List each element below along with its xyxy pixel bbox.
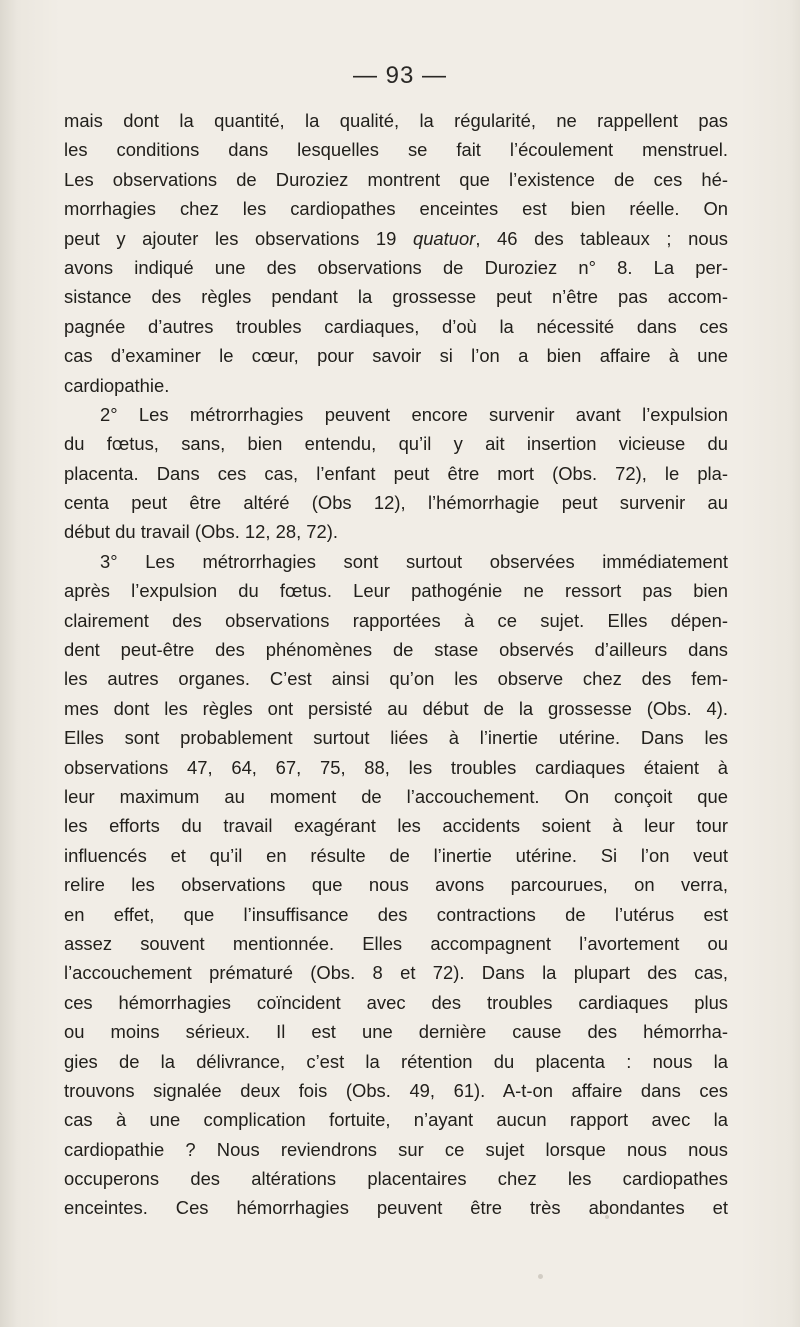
- text-line-25: les efforts du travail exagérant les accidents soient à leur tour: [64, 815, 728, 837]
- text-line-3: Les observations de Duroziez montrent que l’existence de ces hé-: [64, 168, 728, 190]
- text-line-20: les autres organes. C’est ainsi qu’on les observe chez des fem-: [64, 668, 728, 690]
- text-line-21: mes dont les règles ont persisté au début de la grossesse (Obs. 4).: [64, 697, 728, 719]
- text-line-19: dent peut-être des phénomènes de stase observés d’ailleurs dans: [64, 639, 728, 661]
- text-line-26: influencés et qu’il en résulte de l’inertie utérine. Si l’on veut: [64, 844, 728, 866]
- text-line-17: après l’expulsion du fœtus. Leur pathogénie ne ressort pas bien: [64, 580, 728, 602]
- paper-speck: [605, 1215, 609, 1219]
- text-line-24: leur maximum au moment de l’accouchement. On conçoit que: [64, 785, 728, 807]
- text-line-10: cardiopathie.: [64, 374, 170, 396]
- text-line-22: Elles sont probablement surtout liées à l’inertie utérine. Dans les: [64, 727, 728, 749]
- text-line-36: cardiopathie ? Nous reviendrons sur ce sujet lorsque nous nous: [64, 1138, 728, 1160]
- text-line-12: du fœtus, sans, bien entendu, qu’il y ait insertion vicieuse du: [64, 433, 728, 455]
- body-text: [64, 106, 728, 1223]
- text-line-16: 3° Les métrorrhagies sont surtout observées immédiatement: [100, 550, 728, 572]
- text-line-13: placenta. Dans ces cas, l’enfant peut être mort (Obs. 72), le pla-: [64, 462, 728, 484]
- italic-term: quatuor: [412, 227, 476, 249]
- paper-speck: [538, 1274, 543, 1279]
- text-line-9: cas d’examiner le cœur, pour savoir si l’on a bien affaire à une: [64, 345, 728, 367]
- text-line-35: cas à une complication fortuite, n’ayant aucun rapport avec la: [64, 1109, 728, 1131]
- text-line-4: morrhagies chez les cardiopathes enceintes est bien réelle. On: [64, 198, 728, 220]
- text-line-7: sistance des règles pendant la grossesse peut n’être pas accom-: [64, 286, 728, 308]
- text-line-8: pagnée d’autres troubles cardiaques, d’où la nécessité dans ces: [64, 315, 728, 337]
- text-line-31: ces hémorrhagies coïncident avec des troubles cardiaques plus: [64, 991, 728, 1013]
- text-line-34: trouvons signalée deux fois (Obs. 49, 61). A-t-on affaire dans ces: [64, 1079, 728, 1101]
- text-line-27: relire les observations que nous avons parcourues, on verra,: [64, 874, 728, 896]
- text-line-32: ou moins sérieux. Il est une dernière cause des hémorrha-: [64, 1021, 728, 1043]
- text-line-30: l’accouchement prématuré (Obs. 8 et 72). Dans la plupart des cas,: [64, 962, 728, 984]
- text-line-28: en effet, que l’insuffisance des contractions de l’utérus est: [64, 903, 728, 925]
- text-line-23: observations 47, 64, 67, 75, 88, les troubles cardiaques étaient à: [64, 756, 728, 778]
- page-number: — 93 —: [352, 62, 448, 89]
- text-line-11: 2° Les métrorrhagies peuvent encore survenir avant l’expulsion: [100, 403, 728, 425]
- text-line-2: les conditions dans lesquelles se fait l’écoulement menstruel.: [64, 139, 728, 161]
- text-line-38: enceintes. Ces hémorrhagies peuvent être très abondantes et: [64, 1197, 728, 1219]
- text-line-1: mais dont la quantité, la qualité, la régularité, ne rappellent pas: [64, 110, 728, 131]
- text-line-15: début du travail (Obs. 12, 28, 72).: [64, 521, 338, 543]
- text-line-37: occuperons des altérations placentaires chez les cardiopathes: [64, 1168, 728, 1190]
- text-line-5: peut y ajouter les observations 19 quatuor, 46 des tableaux ; nous: [64, 227, 728, 249]
- text-line-33: gies de la délivrance, c’est la rétention du placenta : nous la: [64, 1050, 728, 1072]
- text-line-6: avons indiqué une des observations de Duroziez n° 8. La per-: [64, 256, 728, 278]
- text-line-29: assez souvent mentionnée. Elles accompagnent l’avortement ou: [64, 932, 728, 954]
- text-line-14: centa peut être altéré (Obs 12), l’hémorrhagie peut survenir au: [64, 492, 728, 514]
- text-line-18: clairement des observations rapportées à ce sujet. Elles dépen-: [64, 609, 728, 631]
